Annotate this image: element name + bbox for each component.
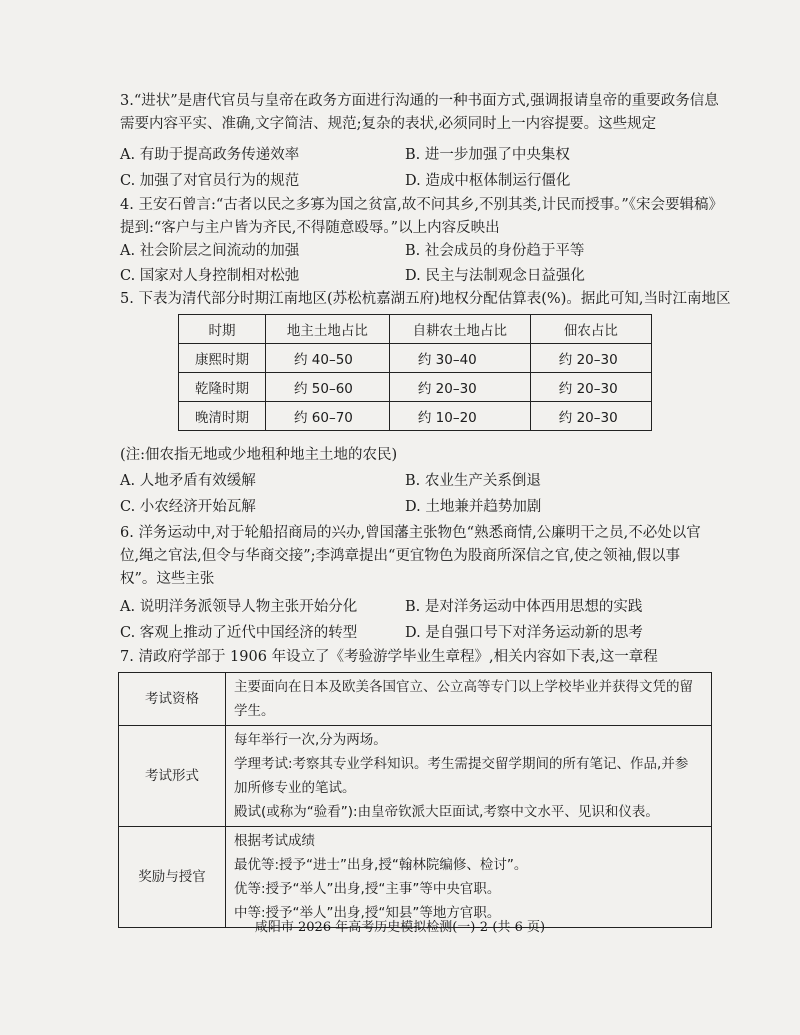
question-5-options-row-2: [120, 496, 710, 519]
table-header-cell: 自耕农土地占比: [389, 315, 530, 344]
cell-line: 学生。: [234, 703, 275, 719]
question-6-line: 权”。这些主张: [120, 571, 215, 587]
question-6-options-row-2: [120, 622, 710, 645]
question-6-line: 位,绳之官法,但令与华商交接”;李鸿章提出“更宜物色为股商所深信之官,使之领袖,假以事: [120, 548, 681, 564]
cell-line: 中等:授予“举人”出身,授“知县”等地方官职。: [234, 905, 501, 921]
question-4-option-d[interactable]: D. 民主与法制观念日益强化: [405, 268, 585, 284]
question-3-option-c[interactable]: C. 加强了对官员行为的规范: [120, 173, 300, 189]
row-header-format: 考试形式: [119, 726, 226, 827]
question-6-option-d[interactable]: D. 是自强口号下对洋务运动新的思考: [405, 625, 643, 641]
table-cell: 约 20–30: [389, 373, 530, 402]
table-row: [179, 402, 652, 431]
table-cell: 约 20–30: [530, 373, 651, 402]
page-footer: 咸阳市 2026 年高考历史模拟检测(一)-2-(共 6 页): [254, 920, 546, 935]
question-6-option-c[interactable]: C. 客观上推动了近代中国经济的转型: [120, 625, 358, 641]
question-6-option-a[interactable]: A. 说明洋务派领导人物主张开始分化: [120, 599, 358, 615]
table-row: [179, 344, 652, 373]
question-6-line: 6. 洋务运动中,对于轮船招商局的兴办,曾国藩主张物色“熟悉商情,公廉明干之员,不必处以官: [120, 525, 701, 541]
question-4-options-row-2: [120, 265, 710, 288]
table-cell: 康熙时期: [179, 344, 266, 373]
question-6-option-b[interactable]: B. 是对洋务运动中体西用思想的实践: [405, 599, 643, 615]
table-cell: 约 30–40: [389, 344, 530, 373]
table-header-cell: 地主土地占比: [266, 315, 390, 344]
question-4-options-row-1: [120, 240, 710, 263]
question-5-option-d[interactable]: D. 土地兼并趋势加剧: [405, 499, 542, 515]
row-header-rewards: 奖励与授官: [119, 827, 226, 928]
cell-line: 最优等:授予“进士”出身,授“翰林院编修、检讨”。: [234, 857, 528, 873]
table-cell: 约 20–30: [530, 344, 651, 373]
question-3-line: 需要内容平实、准确,文字简洁、规范;复杂的表状,必须同时上一内容提要。这些规定: [120, 116, 657, 132]
question-5-line: 5. 下表为清代部分时期江南地区(苏松杭嘉湖五府)地权分配估算表(%)。据此可知,当时江南地区: [120, 291, 731, 307]
cell-line: 主要面向在日本及欧美各国官立、公立高等专门以上学校毕业并获得文凭的留: [234, 679, 693, 695]
question-3-options-row-2: [120, 170, 710, 193]
question-7-stem: [120, 646, 710, 669]
table-header-cell: 时期: [179, 315, 266, 344]
question-4-line: 提到:“客户与主户皆为齐民,不得随意殴辱。”以上内容反映出: [120, 220, 500, 236]
table-header-row: [179, 315, 652, 344]
cell-line: 学理考试:考察其专业学科知识。考生需提交留学期间的所有笔记、作品,并参: [234, 756, 689, 772]
table-row: [119, 726, 712, 827]
cell-line: 每年举行一次,分为两场。: [234, 732, 387, 748]
question-5-stem: [120, 288, 731, 311]
question-4-stem: [120, 194, 723, 240]
question-4-option-b[interactable]: B. 社会成员的身份趋于平等: [405, 243, 585, 259]
table-note: (注:佃农指无地或少地租种地主土地的农民): [120, 447, 398, 463]
question-3-line: 3.“进状”是唐代官员与皇帝在政务方面进行沟通的一种书面方式,强调报请皇帝的重要政务信息: [120, 93, 719, 109]
question-5-note: [120, 444, 710, 467]
question-4-option-c[interactable]: C. 国家对人身控制相对松弛: [120, 268, 300, 284]
table-header-cell: 佃农占比: [530, 315, 651, 344]
table-cell: 约 10–20: [389, 402, 530, 431]
table-row: [179, 373, 652, 402]
question-3-option-b[interactable]: B. 进一步加强了中央集权: [405, 147, 570, 163]
table-cell: 约 20–30: [530, 402, 651, 431]
question-5-options-row-1: [120, 470, 710, 493]
cell-line: 优等:授予“举人”出身,授“主事”等中央官职。: [234, 881, 501, 897]
cell-line: 根据考试成绩: [234, 833, 315, 849]
question-3-option-a[interactable]: A. 有助于提高政务传递效率: [120, 147, 300, 163]
table-row: [119, 673, 712, 726]
question-3-options-row-1: [120, 144, 710, 167]
table-cell: 约 60–70: [266, 402, 390, 431]
table-cell: 约 40–50: [266, 344, 390, 373]
question-5-option-a[interactable]: A. 人地矛盾有效缓解: [120, 473, 256, 489]
row-header-qualification: 考试资格: [119, 673, 226, 726]
table-cell: 约 50–60: [266, 373, 390, 402]
question-6-options-row-1: [120, 596, 710, 619]
land-distribution-table: [178, 314, 652, 431]
table-cell: [226, 726, 712, 827]
question-3-option-d[interactable]: D. 造成中枢体制运行僵化: [405, 173, 571, 189]
table-cell: 乾隆时期: [179, 373, 266, 402]
question-3-stem: [120, 90, 719, 136]
question-4-option-a[interactable]: A. 社会阶层之间流动的加强: [120, 243, 300, 259]
exam-regulation-table: [118, 672, 712, 928]
cell-line: 殿试(或称为“验看”):由皇帝钦派大臣面试,考察中文水平、见识和仪表。: [234, 804, 659, 820]
question-6-stem: [120, 522, 710, 591]
table-cell: [226, 673, 712, 726]
table-cell: 晚清时期: [179, 402, 266, 431]
question-5-option-b[interactable]: B. 农业生产关系倒退: [405, 473, 541, 489]
table-row: [119, 827, 712, 928]
question-5-option-c[interactable]: C. 小农经济开始瓦解: [120, 499, 256, 515]
question-4-line: 4. 王安石曾言:“古者以民之多寡为国之贫富,故不问其乡,不别其类,计民而授事。”《宋会要辑稿》: [120, 197, 723, 213]
question-7-line: 7. 清政府学部于 1906 年设立了《考验游学毕业生章程》,相关内容如下表,这一章程: [120, 649, 658, 665]
table-cell: [226, 827, 712, 928]
cell-line: 加所修专业的笔试。: [234, 780, 356, 796]
